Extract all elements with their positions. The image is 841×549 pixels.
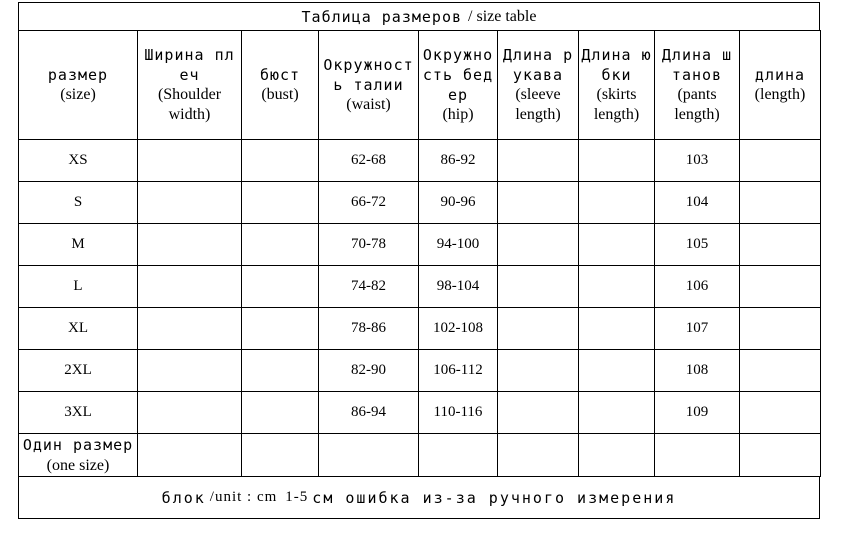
waist-cell: 82-90 <box>319 350 419 392</box>
size-table <box>18 30 821 477</box>
waist-cell: 70-78 <box>319 224 419 266</box>
waist-cell <box>319 434 419 477</box>
length-cell <box>740 224 821 266</box>
waist-cell: 74-82 <box>319 266 419 308</box>
bust-cell <box>242 308 319 350</box>
bust-cell <box>242 266 319 308</box>
sleeve-cell <box>498 266 579 308</box>
shoulder-cell <box>138 182 242 224</box>
sleeve-cell <box>498 308 579 350</box>
bust-cell <box>242 350 319 392</box>
unit-note <box>18 477 820 519</box>
shoulder-cell <box>138 266 242 308</box>
pants-cell: 106 <box>655 266 740 308</box>
shoulder-cell <box>138 224 242 266</box>
size-cell: L <box>19 266 138 308</box>
hip-cell: 90-96 <box>419 182 498 224</box>
length-cell <box>740 266 821 308</box>
length-cell <box>740 392 821 434</box>
col-bust-header: бюст (bust) <box>242 31 319 140</box>
col-skirt-header: Длина юбки (skirts length) <box>579 31 655 140</box>
pants-cell: 104 <box>655 182 740 224</box>
skirt-cell <box>579 224 655 266</box>
unit-label-russian: блок <box>161 488 206 507</box>
hip-cell: 106-112 <box>419 350 498 392</box>
sleeve-cell <box>498 434 579 477</box>
pants-cell: 103 <box>655 140 740 182</box>
skirt-cell <box>579 140 655 182</box>
skirt-cell <box>579 392 655 434</box>
col-pants-header: Длина штанов (pants length) <box>655 31 740 140</box>
bust-cell <box>242 182 319 224</box>
sleeve-cell <box>498 140 579 182</box>
hip-cell <box>419 434 498 477</box>
size-cell: S <box>19 182 138 224</box>
shoulder-cell <box>138 308 242 350</box>
unit-label-english: /unit : cm <box>209 489 278 505</box>
header-row <box>19 31 821 140</box>
shoulder-cell <box>138 392 242 434</box>
table-row <box>19 266 821 308</box>
col-size-header: размер (size) <box>19 31 138 140</box>
table-row <box>19 224 821 266</box>
skirt-cell <box>579 434 655 477</box>
bust-cell <box>242 434 319 477</box>
col-hip-header: Окружность бедер (hip) <box>419 31 498 140</box>
waist-cell: 78-86 <box>319 308 419 350</box>
sleeve-cell <box>498 182 579 224</box>
pants-cell: 108 <box>655 350 740 392</box>
skirt-cell <box>579 182 655 224</box>
sleeve-cell <box>498 350 579 392</box>
col-waist-header: Окружность талии (waist) <box>319 31 419 140</box>
col-length-header: длина (length) <box>740 31 821 140</box>
sleeve-cell <box>498 392 579 434</box>
shoulder-cell <box>138 140 242 182</box>
hip-cell: 110-116 <box>419 392 498 434</box>
sleeve-cell <box>498 224 579 266</box>
size-cell: 2XL <box>19 350 138 392</box>
waist-cell: 66-72 <box>319 182 419 224</box>
skirt-cell <box>579 308 655 350</box>
table-row <box>19 350 821 392</box>
hip-cell: 102-108 <box>419 308 498 350</box>
pants-cell: 109 <box>655 392 740 434</box>
bust-cell <box>242 224 319 266</box>
bust-cell <box>242 392 319 434</box>
length-cell <box>740 308 821 350</box>
length-cell <box>740 350 821 392</box>
one-size-cell: Один размер (one size) <box>19 434 138 477</box>
skirt-cell <box>579 266 655 308</box>
pants-cell: 107 <box>655 308 740 350</box>
pants-cell: 105 <box>655 224 740 266</box>
shoulder-cell <box>138 434 242 477</box>
one-size-row <box>19 434 821 477</box>
skirt-cell <box>579 350 655 392</box>
size-chart <box>18 2 820 545</box>
waist-cell: 86-94 <box>319 392 419 434</box>
length-cell <box>740 140 821 182</box>
hip-cell: 86-92 <box>419 140 498 182</box>
title-english: / size table <box>468 7 537 25</box>
size-cell: XL <box>19 308 138 350</box>
shoulder-cell <box>138 350 242 392</box>
col-shoulder-header: Ширина плеч (Shoulder width) <box>138 31 242 140</box>
hip-cell: 98-104 <box>419 266 498 308</box>
waist-cell: 62-68 <box>319 140 419 182</box>
table-row <box>19 308 821 350</box>
measurement-note: см ошибка из-за ручного измерения <box>312 488 677 507</box>
hip-cell: 94-100 <box>419 224 498 266</box>
table-row <box>19 392 821 434</box>
title-russian: Таблица размеров <box>301 7 463 26</box>
table-row <box>19 182 821 224</box>
pants-cell <box>655 434 740 477</box>
chart-title <box>18 2 820 30</box>
tolerance-value: 1-5 <box>285 489 309 505</box>
length-cell <box>740 182 821 224</box>
table-row <box>19 140 821 182</box>
size-cell: M <box>19 224 138 266</box>
bust-cell <box>242 140 319 182</box>
col-sleeve-header: Длина рукава (sleeve length) <box>498 31 579 140</box>
length-cell <box>740 434 821 477</box>
size-cell: XS <box>19 140 138 182</box>
size-cell: 3XL <box>19 392 138 434</box>
